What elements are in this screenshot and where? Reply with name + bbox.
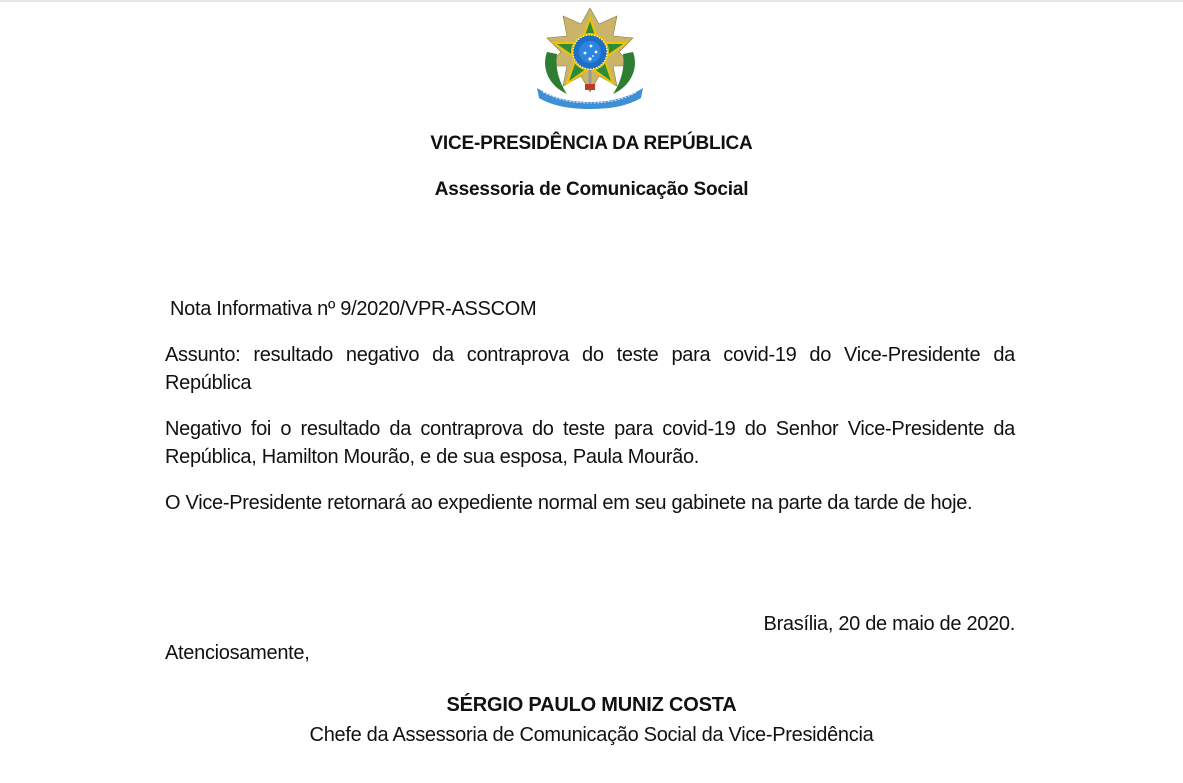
subject-line-2: República xyxy=(165,372,252,394)
closing: Atenciosamente, xyxy=(165,642,310,664)
subject-line-1: Assunto: resultado negativo da contraprova do teste para covid-19 do Vice-Presidente da xyxy=(165,344,1015,366)
subject-paragraph xyxy=(165,341,1015,397)
body-paragraph-1-line-1: Negativo foi o resultado da contraprova do teste para covid-19 do Senhor Vice-Presidente da xyxy=(165,418,1015,440)
body-paragraph-1-line-2: República, Hamilton Mourão, e de sua esposa, Paula Mourão. xyxy=(165,446,700,468)
signature-role: Chefe da Assessoria de Comunicação Social da Vice-Presidência xyxy=(309,724,874,746)
brazil-coat-of-arms-icon xyxy=(533,6,647,110)
org-subtitle: Assessoria de Comunicação Social xyxy=(434,179,749,200)
signature-name: SÉRGIO PAULO MUNIZ COSTA xyxy=(446,694,737,716)
note-number: Nota Informativa nº 9/2020/VPR-ASSCOM xyxy=(170,298,537,320)
body-paragraph-1 xyxy=(165,415,1015,471)
org-title: VICE-PRESIDÊNCIA DA REPÚBLICA xyxy=(430,133,753,154)
page-top-edge xyxy=(0,0,1183,2)
place-date: Brasília, 20 de maio de 2020. xyxy=(763,613,1015,635)
body-paragraph-2: O Vice-Presidente retornará ao expediente normal em seu gabinete na parte da tarde de hoje. xyxy=(165,492,973,514)
